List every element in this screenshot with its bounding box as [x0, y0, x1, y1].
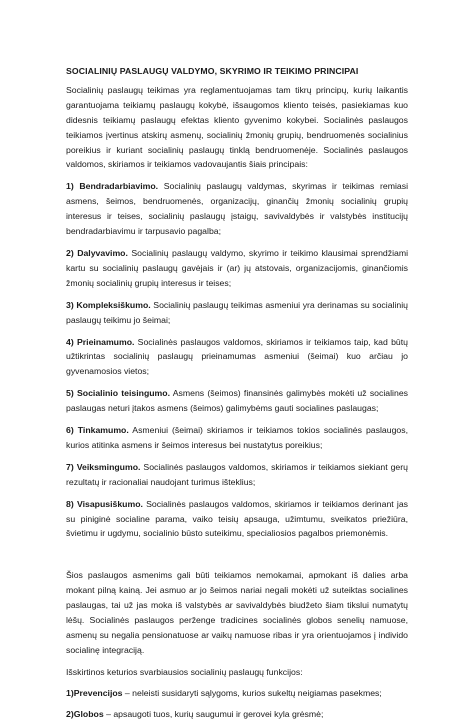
principle-number: 8)	[66, 498, 74, 509]
function-item	[66, 686, 408, 701]
principle-item	[66, 246, 408, 291]
principle-name: Prieinamumo.	[76, 336, 135, 347]
principle-text: Socialinės paslaugos valdomos, skiriamos ir teikiamos siekiant gerų rezultatų ir racionaliai naudojant turimus išteklius;	[66, 461, 408, 487]
paragraph-spacer	[66, 548, 408, 568]
principle-number: 2)	[66, 247, 74, 258]
principle-number: 5)	[66, 388, 74, 399]
function-name: Globos	[73, 708, 104, 719]
principle-item	[66, 423, 408, 453]
function-number: 1)	[66, 687, 74, 698]
principles-list	[66, 179, 408, 541]
principle-text: Socialinės paslaugos valdomos, skiriamos ir teikiamos derinant jas su piniginė socialine parama, vaiko teisių apsauga, užimtumu, sveikatos priežiūra, švietimu ir ugdymu, socialinio būsto suteikimu, specialiosios pagalbos priemonėmis.	[66, 498, 408, 539]
principle-text: Socialinių paslaugų valdymo, skyrimo ir teikimo klausimai sprendžiami kartu su socialinių paslaugų gavėjais ir (ar) jų atstovais, organizacijomis, ginančiomis žmonių socialinių grupių interesus ir teises;	[66, 247, 408, 288]
principle-name: Dalyvavimo.	[77, 247, 128, 258]
principle-text: Socialinių paslaugų teikimas asmeniui yra derinamas su socialinių paslaugų teikimu jo šeimai;	[66, 299, 408, 325]
function-name: Prevencijos	[73, 687, 123, 698]
function-text: – neleisti susidaryti sąlygoms, kurios sukeltų neigiamas pasekmes;	[122, 687, 382, 698]
principle-text: Asmens (šeimos) finansinės galimybės mokėti už socialines paslaugas neturi įtakos asmens (šeimos) galimybėms gauti socialines paslaugas;	[66, 388, 408, 414]
principle-name: Tinkamumo.	[77, 425, 129, 436]
principle-number: 6)	[66, 425, 74, 436]
principle-name: Bendradarbiavimo.	[79, 181, 159, 192]
principle-item	[66, 335, 408, 380]
function-item	[66, 707, 408, 722]
intro-paragraph: Socialinių paslaugų teikimas yra reglamentuojamas tam tikrų principų, kurių laikantis garantuojama teikiamų paslaugų kokybė, išsaugomos kliento teisės, pasiekiamas kuo didesnis teikiamų paslaugų efektas kliento gyvenimo kokybei. Socialinės paslaugos teikiamos įvertinus atskirų asmenų, socialinių žmonių grupių, bendruomenės socialinius poreikius ir kuriant socialinių paslaugų tinklą bendruomenėje. Socialinės paslaugos valdomos, skiriamos ir teikiamos vadovaujantis šiais principais:	[66, 84, 408, 170]
principle-number: 4)	[66, 336, 74, 347]
document-title: SOCIALINIŲ PASLAUGŲ VALDYMO, SKYRIMO IR TEIKIMO PRINCIPAI	[66, 66, 359, 76]
principle-number: 3)	[66, 299, 74, 310]
payment-paragraph: Šios paslaugos asmenims gali būti teikiamos nemokamai, apmokant iš dalies arba mokant pilną kainą. Jei asmuo ar jo šeimos nariai negali mokėti už suteiktas socialines paslaugas, tai už jas moka iš valstybės ar savivaldybės biudžeto šiam tikslui numatytų lėšų. Socialinės paslaugos perženge tradicines socialinės globos senelių namuose, asmenų su negalia pensionatuose ar vaikų namuose ribas ir yra orientuojamos į individo socialinę integraciją.	[66, 570, 408, 655]
principle-text: Asmeniui (šeimai) skiriamos ir teikiamos tokios socialinės paslaugos, kurios atitinka asmens ir šeimos interesus bei nustatytus poreikius;	[66, 425, 408, 450]
functions-intro: Išskirtinos keturios svarbiausios socialinių paslaugų funkcijos:	[66, 666, 303, 677]
principle-name: Veiksmingumo.	[76, 461, 141, 472]
principle-item	[66, 386, 408, 416]
principle-name: Socialinio teisingumo.	[76, 388, 170, 399]
principle-number: 1)	[66, 181, 74, 192]
principle-item	[66, 460, 408, 490]
function-text: – apsaugoti tuos, kurių saugumui ir gerovei kyla grėsmė;	[103, 708, 324, 719]
principle-number: 7)	[66, 461, 74, 472]
functions-list	[66, 686, 408, 722]
principle-item	[66, 298, 408, 328]
function-number: 2)	[66, 708, 74, 719]
principle-item	[66, 179, 408, 239]
principle-text: Socialinių paslaugų valdymas, skyrimas ir teikimas remiasi asmens, šeimos, bendruomenės, organizacijų, ginančių žmonių socialinių grupių interesus ir teises, socialinių paslaugų įstaigų, savivaldybės ir valstybės institucijų bendradarbiavimu ir tarpusavio pagalba;	[66, 181, 408, 237]
principle-name: Visapusiškumo.	[76, 498, 143, 509]
principle-text: Socialinės paslaugos valdomos, skiriamos ir teikiamos taip, kad būtų užtikrintas socialinių paslaugų prieinamumas asmeniui (šeimai) kuo arčiau jo gyvenamosios vietos;	[66, 336, 408, 377]
principle-item	[66, 497, 408, 542]
principle-name: Kompleksiškumo.	[76, 299, 151, 310]
